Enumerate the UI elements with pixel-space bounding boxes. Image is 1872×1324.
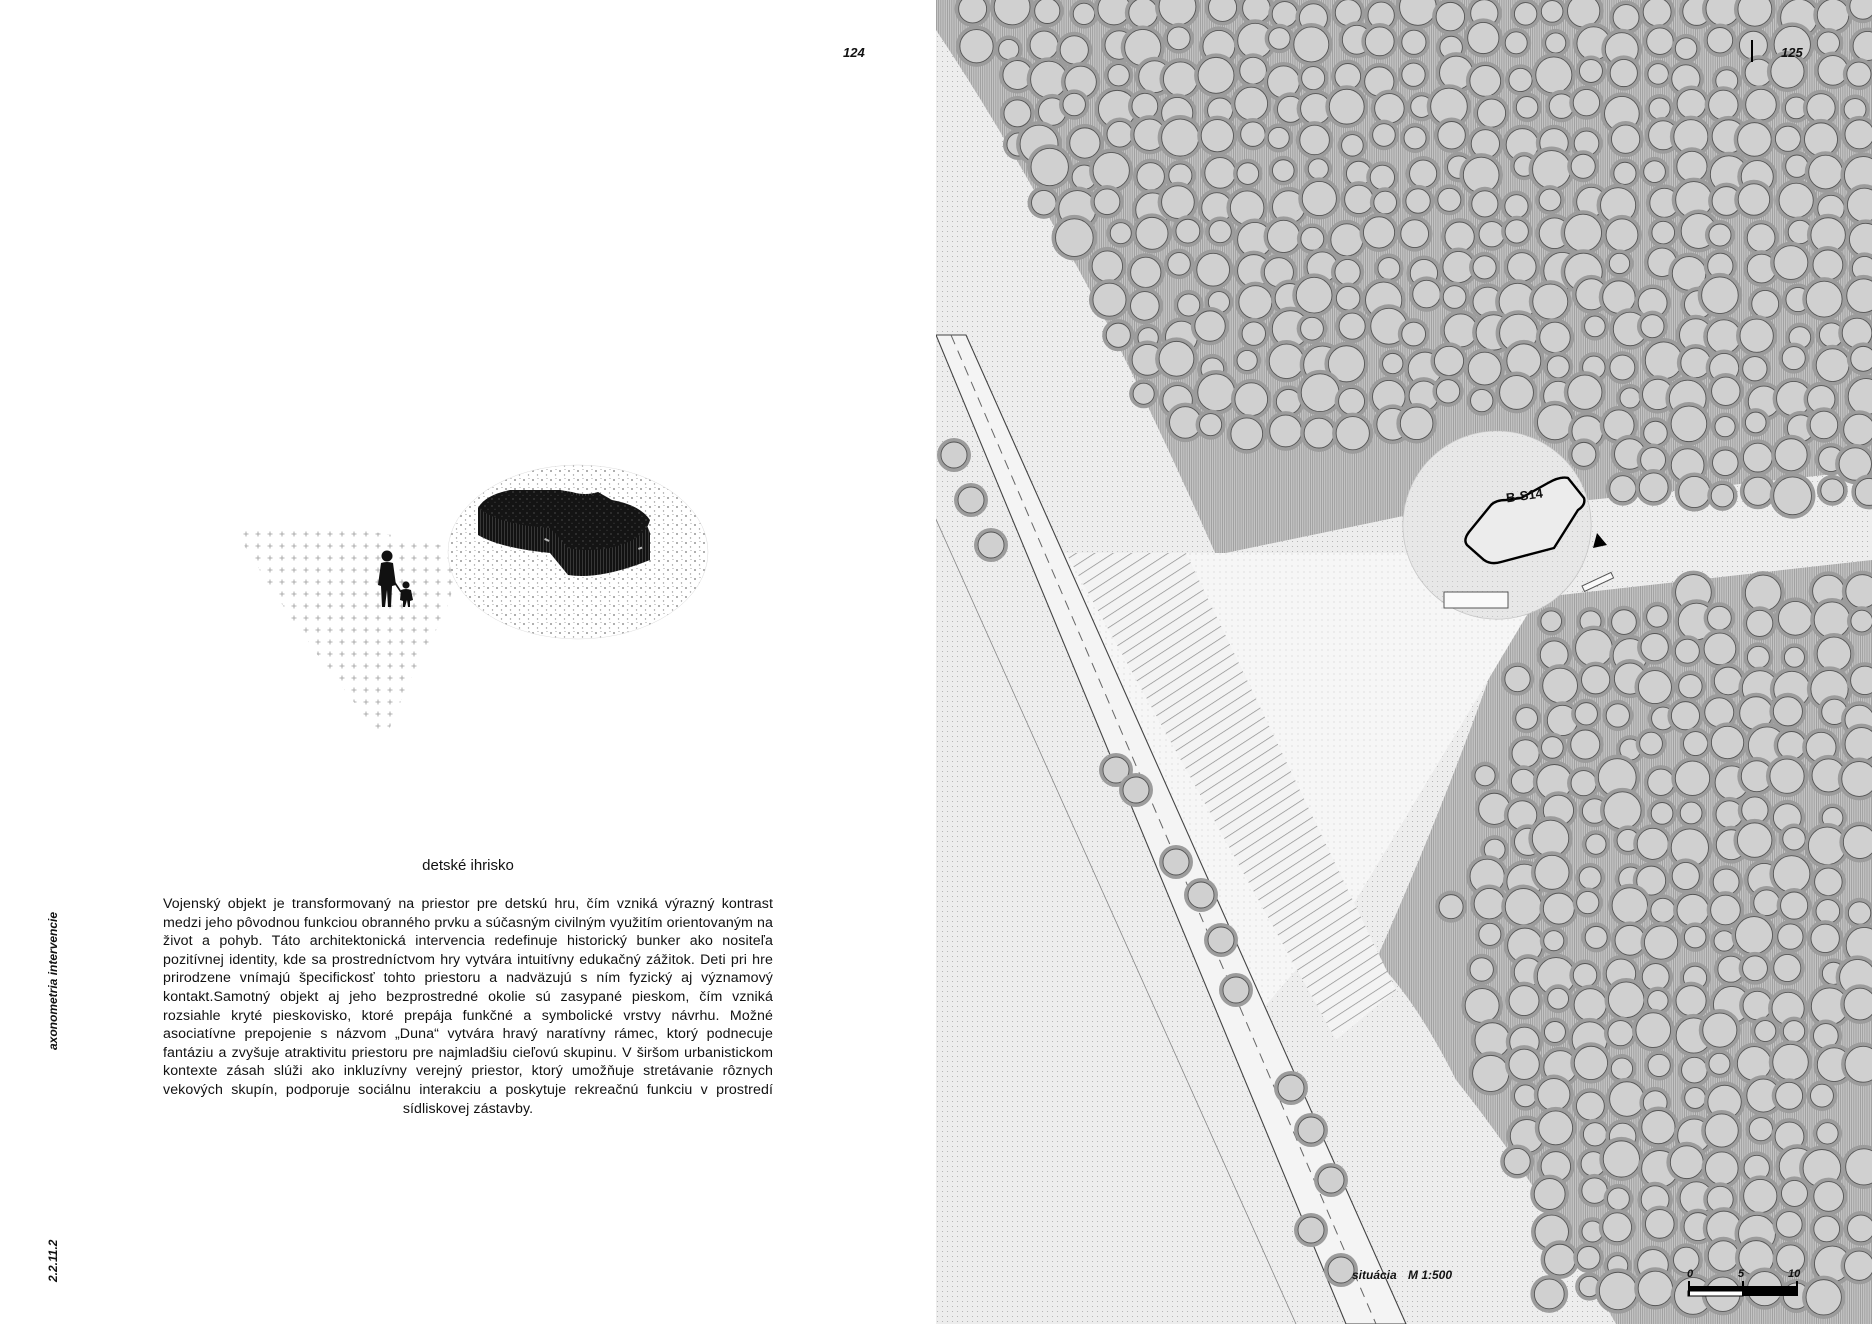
tree-canopy [1501,28,1531,58]
tree-canopy [1332,413,1373,454]
tree-canopy [1542,29,1570,57]
tree-canopy [1644,60,1672,88]
playground-plus-area [235,526,453,740]
tree-canopy [974,528,1008,562]
tree-canopy [1396,403,1437,444]
tree-canopy [1739,439,1776,476]
tree-canopy [1775,179,1817,221]
tree-canopy [1439,282,1470,313]
tree-canopy [1535,185,1565,215]
tree-canopy [1132,213,1172,253]
tree-canopy [1227,414,1267,454]
tree-canopy [1581,312,1610,341]
tree-canopy [1359,213,1398,252]
tree-canopy [1581,922,1611,952]
tree-canopy [1434,118,1469,153]
tree-canopy [1564,371,1606,413]
tree-canopy [1774,597,1816,639]
tree-canopy [1529,280,1572,323]
tree-canopy [1398,59,1429,90]
tree-canopy [1711,413,1739,441]
tree-canopy [1475,919,1505,949]
tree-canopy [1771,122,1804,155]
tree-canopy [1297,370,1343,416]
tree-canopy [1606,472,1640,506]
tree-canopy [1773,1208,1807,1242]
tree-canopy [1632,1009,1675,1052]
tree-canopy [1707,480,1737,510]
tree-canopy [1468,187,1502,221]
tree-canopy [1505,64,1536,95]
tree-canopy [1675,671,1706,702]
tree-canopy [954,483,988,517]
body-paragraph: Vojenský objekt je transformovaný na priestor pre detskú hru, čím vzniká výrazný kontrast medzi jeho pôvodnou funkciou obranného prvku a súčasným civilným využitím orientovaným na život a pohyb. Táto architektonická intervencia redefinuje historický bunker ako nositeľa pozitívnej identity, kde sa prostredníctvom hry vytvára intuitívny edukačný zážitok. Deti pri hre prirodzene vnímajú špecifickosť tohto priestoru a nadväzujú s ním fyzický aj významový kontakt.Samotný objekt aj jeho bezprostredné okolie sú zasypané pieskom, čím vzniká rozsiahle kryté pieskovisko, ktoré prepája funkčné a symbolické vrstvy návrhu. Možné asociatívne prepojenie s názvom „Duna“ vytvára hravý naratívny rámec, ktorý podnecuje fantáziu a zvyšuje atraktivitu priestoru pre najmladšiu cieľovú skupinu. V širšom urbanistickom kontexte zásah slúži ako inkluzívny verejný priestor, ktorý umožňuje stretávanie rôznych vekových skupín, podporuje sociálnu interakciu a poskytuje rekreačnú funkciu v prostredí sídliskovej zástavby. [163,896,773,1117]
tree-canopy [1573,887,1603,917]
tree-canopy [1466,954,1497,985]
tree-canopy [1294,1213,1328,1247]
tree-canopy [1600,788,1645,833]
tree-canopy [1233,159,1263,189]
tree-canopy [1638,1107,1679,1148]
tree-canopy [1635,469,1672,506]
tree-canopy [1090,185,1124,219]
tree-canopy [1531,851,1573,893]
tree-canopy [1325,85,1368,128]
tree-canopy [1432,0,1468,35]
tree-canopy [1537,607,1566,636]
tree-canopy [1634,667,1675,708]
tree-canopy [1602,700,1633,731]
scale-tick-5: 5 [1738,1268,1745,1280]
section-heading: detské ihrisko [422,857,514,874]
tree-canopy [1672,982,1710,1020]
tree-canopy [1535,1107,1577,1149]
tree-canopy [1398,318,1430,350]
tree-canopy [1296,121,1334,159]
tree-canopy [1464,18,1503,57]
tree-canopy [1567,150,1599,182]
tree-canopy [1026,27,1062,63]
tree-canopy [1807,1080,1838,1111]
tree-canopy [1671,34,1700,63]
tree-canopy [1817,475,1848,506]
tree-canopy [1707,722,1747,762]
tree-canopy [1127,288,1164,325]
tree-canopy [956,26,997,67]
tree-canopy [1197,116,1237,156]
tree-canopy [1680,728,1712,760]
tree-canopy [1578,662,1614,698]
tree-canopy [1676,798,1706,828]
tree-canopy [1127,253,1165,291]
tree-canopy [1766,755,1808,797]
tree-canopy [1540,1017,1569,1046]
tree-canopy [1599,1137,1643,1181]
tree-canopy [1155,337,1198,380]
tree-canopy [1734,180,1773,219]
tree-canopy [1361,23,1398,60]
tree-canopy [1643,602,1672,631]
tree-canopy [1369,120,1400,151]
tree-canopy [1680,922,1710,952]
side-label-section: axonometria intervencie [46,911,60,1050]
tree-canopy [1807,920,1843,956]
tree-canopy [1606,55,1641,90]
tree-canopy [1102,319,1134,351]
tree-canopy [1742,85,1781,124]
tree-canopy [1575,56,1606,87]
tree-canopy [1739,353,1771,385]
tree-canopy [1538,733,1568,763]
tree-canopy [1474,95,1510,131]
tree-canopy [1561,210,1606,255]
tree-canopy [1802,277,1846,321]
tree-canopy [1469,252,1500,283]
tree-canopy [1089,279,1130,320]
tree-canopy [1338,131,1368,161]
tree-canopy [1770,473,1816,519]
tree-canopy [1471,762,1499,790]
tree-canopy [1233,346,1261,374]
tree-canopy [1769,1040,1813,1084]
tree-canopy [1741,408,1770,437]
tree-canopy [1332,282,1364,314]
tree-canopy [1501,216,1532,247]
tree-canopy [1647,799,1677,829]
tree-canopy [1398,26,1430,58]
tree-canopy [1430,342,1467,379]
tree-canopy [1708,373,1744,409]
tree-canopy [1666,1142,1707,1183]
tree-canopy [1733,819,1775,861]
tree-canopy [1370,187,1401,218]
right-page [936,0,1872,1324]
tree-canopy [1640,157,1670,187]
tree-canopy [1501,885,1545,929]
tree-canopy [1774,920,1807,953]
tree-canopy [1607,121,1643,157]
tree-canopy [1500,1144,1534,1178]
tree-canopy [1671,757,1713,799]
tree-canopy [1810,1212,1844,1246]
tree-canopy [1193,249,1234,290]
page-number-right: 125 [1781,45,1803,60]
tree-canopy [1530,1175,1569,1214]
tree-canopy [1780,643,1808,671]
tree-canopy [1264,123,1293,152]
tree-canopy [1604,1017,1637,1050]
tree-canopy [1397,216,1433,252]
tree-canopy [1643,24,1677,58]
tree-canopy [1510,0,1540,29]
tree-canopy [1705,1049,1734,1078]
tree-canopy [1266,411,1306,451]
tree-canopy [1569,85,1603,119]
tree-canopy [1119,773,1153,807]
tree-canopy [1219,973,1253,1007]
tree-canopy [1701,1110,1742,1151]
tree-canopy [1235,282,1276,323]
tree-canopy [1298,63,1329,94]
tree-canopy [1734,119,1776,161]
tree-canopy [1605,249,1633,277]
tree-canopy [1571,699,1601,729]
tree-canopy [1196,410,1226,440]
tree-canopy [1298,177,1340,219]
tree-canopy [1567,726,1604,763]
tree-canopy [1540,927,1568,955]
tree-canopy [1512,704,1542,734]
tree-canopy [1194,370,1239,415]
tree-canopy [1634,1267,1676,1309]
tree-canopy [1771,435,1811,475]
tree-canopy [1191,307,1229,345]
tree-canopy [1467,385,1497,415]
tree-canopy [1709,446,1743,480]
tree-canopy [1129,379,1158,408]
tree-canopy [1501,662,1534,695]
tree-canopy [1059,89,1089,119]
side-label-chapter: 2.2.11.2 [46,1239,60,1282]
tree-canopy [1158,115,1203,160]
tree-canopy [1434,184,1465,215]
tree-canopy [1608,606,1641,639]
tree-canopy [1633,824,1672,863]
tree-canopy [1163,23,1194,54]
tree-canopy [1668,858,1703,893]
tree-canopy [1648,217,1679,248]
tree-canopy [1294,1113,1328,1147]
tree-canopy [1505,982,1543,1020]
tree-canopy [1505,1045,1543,1083]
tree-canopy [1543,352,1573,382]
tree-canopy [937,438,971,472]
tree-canopy [1204,923,1238,957]
tree-canopy [1297,313,1328,344]
tree-canopy [1290,23,1333,66]
plan-scale: M 1:500 [1408,1268,1453,1282]
tree-canopy [1671,635,1703,667]
tree-canopy [1608,884,1651,927]
tree-canopy [1606,351,1639,384]
tree-canopy [1237,118,1269,150]
tree-canopy [1027,144,1072,189]
tree-canopy [1164,249,1195,280]
bench [1444,592,1508,608]
tree-canopy [1636,728,1667,759]
tree-canopy [1435,891,1467,923]
tree-canopy [1813,1119,1842,1148]
tree-canopy [1770,242,1812,284]
plan-title: situácia [1352,1268,1397,1282]
tree-canopy [1777,1176,1811,1210]
tree-canopy [1568,438,1600,470]
tree-canopy [1641,1206,1678,1243]
tree-canopy [1539,664,1582,707]
tree-canopy [1466,61,1505,100]
scale-tick-10: 10 [1788,1268,1801,1280]
tree-canopy [1703,23,1736,56]
tree-canopy [1205,217,1235,247]
scale-tick-0: 0 [1687,1268,1694,1280]
tree-canopy [1194,53,1238,97]
tree-canopy [1637,311,1668,342]
tree-canopy [1667,402,1711,446]
tree-canopy [1779,824,1809,854]
site-plan [936,0,1872,1324]
tree-canopy [1772,1078,1807,1113]
tree-canopy [1572,1088,1608,1124]
tree-canopy [1751,1017,1780,1046]
tree-canopy [1402,185,1434,217]
tree-canopy [1699,1009,1741,1051]
tree-canopy [1731,913,1776,958]
tree-canopy [1610,158,1640,188]
tree-canopy [1769,693,1806,730]
tree-canopy [1530,1275,1568,1313]
tree-canopy [1496,372,1538,414]
tree-canopy [1544,984,1573,1013]
tree-canopy [1573,1242,1604,1273]
tree-canopy [1812,345,1853,386]
tree-canopy [1335,309,1369,343]
tree-canopy [1740,1175,1781,1216]
tree-canopy [1806,407,1842,443]
tree-canopy [1314,1163,1348,1197]
tree-canopy [1802,1276,1845,1319]
tree-canopy [1811,864,1847,900]
tree-canopy [1599,1209,1636,1246]
tree-canopy [1052,215,1098,261]
tree-canopy [1265,24,1294,53]
tree-canopy [1570,1042,1611,1083]
tree-canopy [1595,1268,1640,1313]
tree-canopy [1106,219,1135,248]
tree-canopy [1231,379,1272,420]
tree-canopy [1582,830,1610,858]
tree-canopy [1400,123,1430,153]
tree-canopy [1268,156,1298,186]
tree-canopy [1739,952,1772,985]
page-number-left: 124 [843,45,865,60]
tree-canopy [1432,376,1463,407]
tree-canopy [1810,1178,1848,1216]
tree-canopy [1602,215,1642,255]
tree-canopy [1172,215,1204,247]
tree-canopy [1104,61,1133,90]
tree-canopy [1698,273,1743,318]
tree-canopy [1770,950,1805,985]
tree-canopy [1700,629,1740,669]
tree-canopy [1532,53,1576,97]
tree-canopy [1274,1071,1308,1105]
tree-canopy [1637,630,1672,665]
tree-canopy [1644,1050,1674,1080]
tree-canopy [1238,318,1269,349]
tree-canopy [1705,220,1735,250]
tree-canopy [1539,889,1578,928]
tree-canopy [1379,349,1407,377]
tree-canopy [1159,845,1193,879]
tree-canopy [1743,606,1777,640]
tree-canopy [1069,0,1098,29]
tree-canopy [1231,83,1272,124]
tree-canopy [1409,276,1445,312]
tree-canopy [1640,922,1681,963]
tree-canopy [1777,888,1812,923]
bunker-label: B-S14 [1505,485,1544,506]
axonometric-illustration [0,0,936,780]
tree-canopy [1736,315,1777,356]
tree-canopy [1778,343,1809,374]
tree-canopy [1512,93,1542,123]
tree-canopy [1028,186,1060,218]
tree-canopy [1184,878,1218,912]
